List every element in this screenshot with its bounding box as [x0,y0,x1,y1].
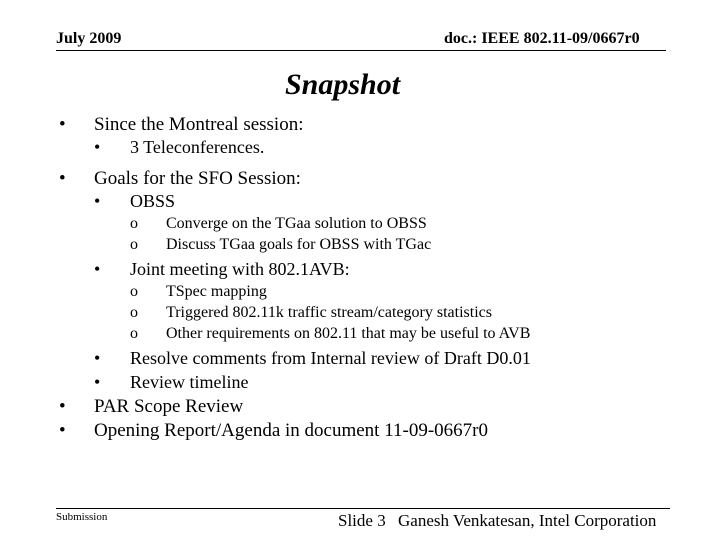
header-date: July 2009 [56,30,122,47]
bullet-icon: • [59,114,66,135]
bullet-icon: • [94,372,101,392]
bullet-goals: Goals for the SFO Session: [94,168,301,189]
footer-slide-number: Slide 3 [338,511,386,530]
bullet-montreal: Since the Montreal session: [94,114,304,135]
bullet-opening-report: Opening Report/Agenda in document 11-09-0667r0 [94,420,488,441]
bullet-icon: • [59,396,66,417]
bullet-icon: • [59,168,66,189]
bullet-joint-meeting: Joint meeting with 802.1AVB: [130,259,350,279]
bullet-other-requirements: Other requirements on 802.11 that may be useful to AVB [166,325,531,342]
bullet-par-scope: PAR Scope Review [94,396,244,417]
circle-bullet-icon: o [130,283,138,300]
bullet-obss-discuss: Discuss TGaa goals for OBSS with TGac [166,236,432,253]
header-doc-id: doc.: IEEE 802.11-09/0667r0 [444,30,640,47]
bullet-obss-converge: Converge on the TGaa solution to OBSS [166,215,427,232]
bullet-obss: OBSS [130,191,176,211]
slide-title: Snapshot [285,68,401,101]
bullet-icon: • [94,348,101,368]
bullet-triggered: Triggered 802.11k traffic stream/category statistics [166,304,492,321]
bullet-review-timeline: Review timeline [130,372,249,392]
bullet-icon: • [59,420,66,441]
footer-author: Ganesh Venkatesan, Intel Corporation [398,511,657,530]
footer-rule [56,508,670,509]
circle-bullet-icon: o [130,304,138,321]
header-rule [56,50,666,51]
bullet-tspec: TSpec mapping [166,283,267,300]
bullet-teleconferences: 3 Teleconferences. [130,137,265,157]
bullet-icon: • [94,191,101,211]
bullet-resolve-comments: Resolve comments from Internal review of Draft D0.01 [130,348,531,368]
circle-bullet-icon: o [130,325,138,342]
bullet-icon: • [94,137,101,157]
bullet-icon: • [94,259,101,279]
footer-submission: Submission [56,511,108,523]
circle-bullet-icon: o [130,215,138,232]
circle-bullet-icon: o [130,236,138,253]
